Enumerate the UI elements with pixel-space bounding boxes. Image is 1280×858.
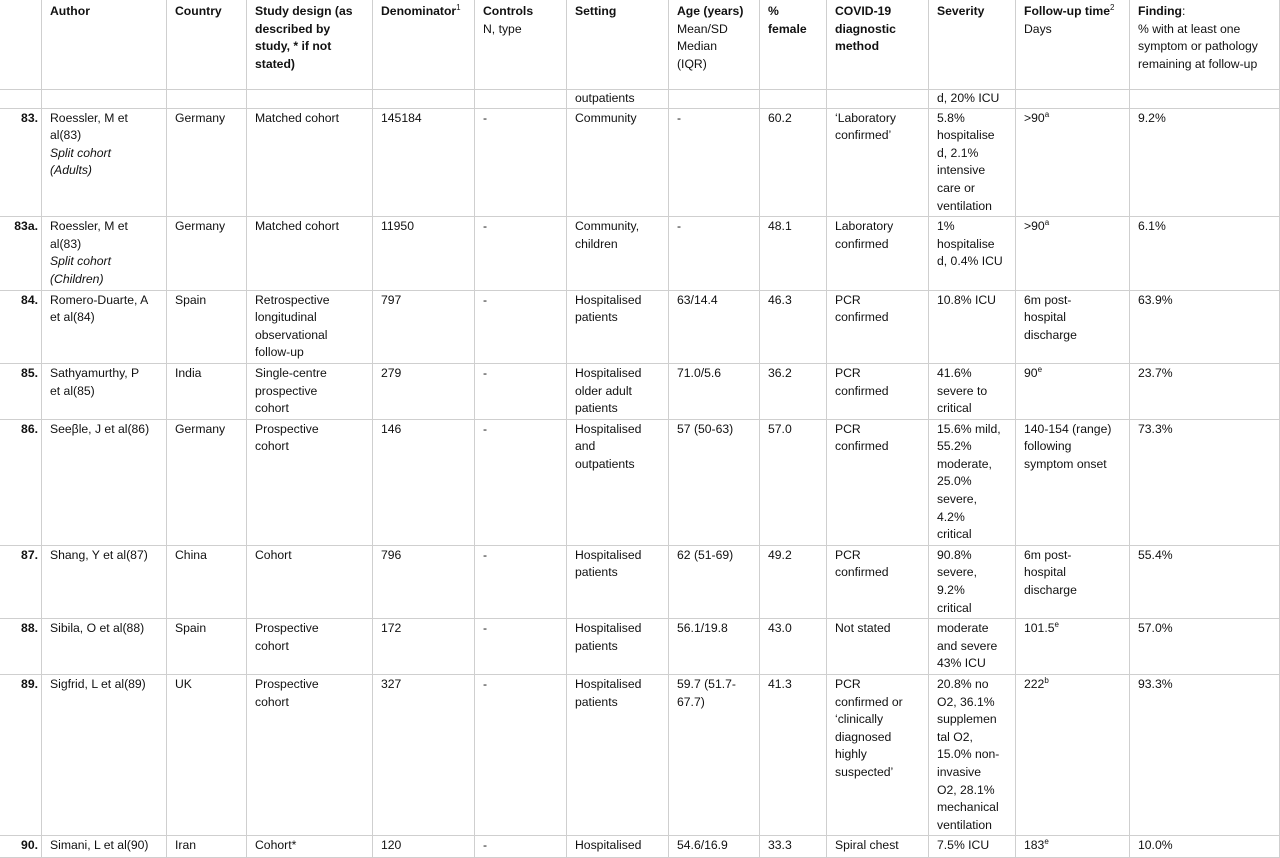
cell-followup xyxy=(1016,545,1130,618)
cell-denominator: 145184 xyxy=(373,108,475,217)
header-method xyxy=(827,0,929,90)
cell-followup xyxy=(1016,675,1130,836)
cell-denominator: 11950 xyxy=(373,217,475,290)
header-country-title: Country xyxy=(175,4,222,18)
cell-denominator: 120 xyxy=(373,836,475,858)
cell-finding xyxy=(1130,90,1280,109)
cell-female: 41.3 xyxy=(760,675,827,836)
cell-country: China xyxy=(167,545,247,618)
cell-author xyxy=(42,363,167,419)
cell-design: Single-centre prospective cohort xyxy=(247,363,373,419)
cell-controls: - xyxy=(475,290,567,363)
header-denominator xyxy=(373,0,475,90)
cell-controls: - xyxy=(475,419,567,545)
cell-followup xyxy=(1016,108,1130,217)
followup-value: 101.5 xyxy=(1024,621,1055,636)
cell-controls xyxy=(475,90,567,109)
header-method-title: COVID-19 diagnostic method xyxy=(835,4,896,54)
header-followup-subtitle: Days xyxy=(1024,21,1052,36)
cell-design: Prospective cohort xyxy=(247,419,373,545)
cell-finding: 55.4% xyxy=(1130,545,1280,618)
cell-age: 57 (50-63) xyxy=(669,419,760,545)
table-row xyxy=(0,108,1280,217)
cell-setting: Hospitalised patients xyxy=(567,290,669,363)
cell-followup xyxy=(1016,363,1130,419)
cell-num: 83a. xyxy=(0,217,42,290)
cell-controls: - xyxy=(475,108,567,217)
author-name: Simani, L et al(90) xyxy=(50,838,149,853)
table-row xyxy=(0,836,1280,858)
header-severity xyxy=(929,0,1016,90)
header-female-title: % female xyxy=(768,4,807,36)
cell-num: 86. xyxy=(0,419,42,545)
header-age-title: Age (years) xyxy=(677,4,744,18)
cell-design: Prospective cohort xyxy=(247,619,373,675)
followup-footnote-mark: a xyxy=(1044,218,1050,228)
cell-method: Spiral chest xyxy=(827,836,929,858)
cell-denominator: 279 xyxy=(373,363,475,419)
cell-author xyxy=(42,90,167,109)
cell-severity: 5.8% hospitalise d, 2.1% intensive care or ventilation xyxy=(929,108,1016,217)
cell-female: 36.2 xyxy=(760,363,827,419)
cell-followup xyxy=(1016,619,1130,675)
cell-age xyxy=(669,90,760,109)
followup-footnote-mark: e xyxy=(1054,620,1059,630)
cell-method: PCR confirmed xyxy=(827,545,929,618)
cell-author xyxy=(42,675,167,836)
cell-age: - xyxy=(669,108,760,217)
cell-finding: 6.1% xyxy=(1130,217,1280,290)
table-row xyxy=(0,545,1280,618)
table-row xyxy=(0,363,1280,419)
cell-finding: 63.9% xyxy=(1130,290,1280,363)
cell-finding: 23.7% xyxy=(1130,363,1280,419)
cell-severity: 41.6% severe to critical xyxy=(929,363,1016,419)
cell-author xyxy=(42,290,167,363)
header-denominator-title: Denominator xyxy=(381,4,457,18)
cell-age: 54.6/16.9 xyxy=(669,836,760,858)
table-header xyxy=(0,0,1280,90)
header-followup-footnote-mark: 2 xyxy=(1109,3,1115,12)
header-finding-subtitle: : % with at least one symptom or pathology remaining at follow-up xyxy=(1138,4,1258,71)
cell-method: PCR confirmed xyxy=(827,419,929,545)
cell-author xyxy=(42,108,167,217)
header-severity-title: Severity xyxy=(937,4,985,18)
header-design-title: Study design (as described by study, * if not stated) xyxy=(255,4,353,71)
header-denominator-footnote-mark: 1 xyxy=(456,3,461,12)
cell-age: 63/14.4 xyxy=(669,290,760,363)
header-author xyxy=(42,0,167,90)
cell-method: PCR confirmed xyxy=(827,290,929,363)
continuation-row xyxy=(0,90,1280,109)
cell-country: Germany xyxy=(167,217,247,290)
header-num xyxy=(0,0,42,90)
followup-value: >90 xyxy=(1024,110,1045,125)
cell-controls: - xyxy=(475,363,567,419)
cell-country: Iran xyxy=(167,836,247,858)
author-name: Sibila, O et al(88) xyxy=(50,621,145,636)
followup-footnote-mark: e xyxy=(1044,837,1049,847)
cell-female xyxy=(760,90,827,109)
cell-design: Cohort xyxy=(247,545,373,618)
cell-author xyxy=(42,545,167,618)
header-author-title: Author xyxy=(50,4,90,18)
cell-setting: Community, children xyxy=(567,217,669,290)
header-age-subtitle: Mean/SD Median (IQR) xyxy=(677,21,728,71)
cell-setting: Hospitalised patients xyxy=(567,545,669,618)
followup-value: 183 xyxy=(1024,838,1045,853)
cell-country: Germany xyxy=(167,108,247,217)
followup-footnote-mark: e xyxy=(1037,364,1043,374)
cell-followup xyxy=(1016,836,1130,858)
cell-design: Cohort* xyxy=(247,836,373,858)
table-row xyxy=(0,290,1280,363)
table-row xyxy=(0,675,1280,836)
cell-female: 46.3 xyxy=(760,290,827,363)
followup-footnote-mark: a xyxy=(1044,109,1050,119)
header-followup xyxy=(1016,0,1130,90)
header-followup-title: Follow-up time xyxy=(1024,4,1110,18)
cell-female: 60.2 xyxy=(760,108,827,217)
cell-severity: 1% hospitalise d, 0.4% ICU xyxy=(929,217,1016,290)
cell-setting: Hospitalised xyxy=(567,836,669,858)
cell-design: Retrospective longitudinal observational follow-up xyxy=(247,290,373,363)
cell-controls: - xyxy=(475,619,567,675)
cell-female: 48.1 xyxy=(760,217,827,290)
cell-age: 56.1/19.8 xyxy=(669,619,760,675)
followup-value: 6m post- hospital discharge xyxy=(1024,547,1077,598)
cell-country: India xyxy=(167,363,247,419)
table-row xyxy=(0,419,1280,545)
cell-country: Spain xyxy=(167,290,247,363)
table-body xyxy=(0,90,1280,858)
cell-design: Matched cohort xyxy=(247,217,373,290)
header-country xyxy=(167,0,247,90)
cell-female: 43.0 xyxy=(760,619,827,675)
cell-author xyxy=(42,419,167,545)
cell-num: 84. xyxy=(0,290,42,363)
cell-severity: 90.8% severe, 9.2% critical xyxy=(929,545,1016,618)
cell-method: PCR confirmed xyxy=(827,363,929,419)
cell-female: 57.0 xyxy=(760,419,827,545)
cell-followup xyxy=(1016,217,1130,290)
cell-age: 59.7 (51.7- 67.7) xyxy=(669,675,760,836)
table-row xyxy=(0,619,1280,675)
cell-design xyxy=(247,90,373,109)
author-name: Romero-Duarte, A et al(84) xyxy=(50,292,149,325)
followup-value: 6m post- hospital discharge xyxy=(1024,292,1077,342)
cell-denominator: 796 xyxy=(373,545,475,618)
cell-method: PCR confirmed or ‘clinically diagnosed highly suspected’ xyxy=(827,675,929,836)
cell-setting: Community xyxy=(567,108,669,217)
cell-controls: - xyxy=(475,836,567,858)
header-finding xyxy=(1130,0,1280,90)
author-name: Seeβle, J et al(86) xyxy=(50,421,150,436)
cell-method: ‘Laboratory confirmed’ xyxy=(827,108,929,217)
header-controls-title: Controls xyxy=(483,4,534,18)
cell-num xyxy=(0,90,42,109)
cell-author xyxy=(42,836,167,858)
cell-age: 71.0/5.6 xyxy=(669,363,760,419)
cell-num: 89. xyxy=(0,675,42,836)
cell-setting: outpatients xyxy=(567,90,669,109)
cell-age: 62 (51-69) xyxy=(669,545,760,618)
cell-followup xyxy=(1016,90,1130,109)
header-design xyxy=(247,0,373,90)
author-note: Split cohort (Children) xyxy=(50,254,111,286)
cell-followup xyxy=(1016,419,1130,545)
header-controls-subtitle: N, type xyxy=(483,21,522,36)
author-name: Roessler, M et al(83) xyxy=(50,110,128,143)
followup-value: 90 xyxy=(1024,365,1038,380)
cell-finding: 57.0% xyxy=(1130,619,1280,675)
cell-female: 49.2 xyxy=(760,545,827,618)
cell-severity: 7.5% ICU xyxy=(929,836,1016,858)
cell-finding: 93.3% xyxy=(1130,675,1280,836)
cell-severity: d, 20% ICU xyxy=(929,90,1016,109)
cell-design: Matched cohort xyxy=(247,108,373,217)
cell-country: Germany xyxy=(167,419,247,545)
header-setting-title: Setting xyxy=(575,4,617,18)
author-name: Shang, Y et al(87) xyxy=(50,547,148,562)
cell-num: 88. xyxy=(0,619,42,675)
cell-country: Spain xyxy=(167,619,247,675)
cell-num: 90. xyxy=(0,836,42,858)
followup-footnote-mark: b xyxy=(1044,676,1049,685)
cell-severity: moderate and severe 43% ICU xyxy=(929,619,1016,675)
cell-setting: Hospitalised patients xyxy=(567,675,669,836)
cell-denominator: 797 xyxy=(373,290,475,363)
author-name: Sigfrid, L et al(89) xyxy=(50,677,146,691)
cell-setting: Hospitalised and outpatients xyxy=(567,419,669,545)
cell-finding: 10.0% xyxy=(1130,836,1280,858)
cell-controls: - xyxy=(475,545,567,618)
cell-num: 85. xyxy=(0,363,42,419)
cell-setting: Hospitalised older adult patients xyxy=(567,363,669,419)
header-finding-title: Finding xyxy=(1138,4,1182,18)
cell-method: Not stated xyxy=(827,619,929,675)
cell-country xyxy=(167,90,247,109)
cell-severity: 15.6% mild, 55.2% moderate, 25.0% severe, 4.2% critical xyxy=(929,419,1016,545)
followup-value: 222 xyxy=(1024,677,1045,691)
header-controls xyxy=(475,0,567,90)
cell-denominator: 172 xyxy=(373,619,475,675)
cell-female: 33.3 xyxy=(760,836,827,858)
cell-setting: Hospitalised patients xyxy=(567,619,669,675)
cell-method: Laboratory confirmed xyxy=(827,217,929,290)
cell-severity: 10.8% ICU xyxy=(929,290,1016,363)
cell-finding: 9.2% xyxy=(1130,108,1280,217)
header-age xyxy=(669,0,760,90)
header-row xyxy=(0,0,1280,90)
cell-controls: - xyxy=(475,675,567,836)
cell-controls: - xyxy=(475,217,567,290)
cell-country: UK xyxy=(167,675,247,836)
cell-num: 83. xyxy=(0,108,42,217)
author-name: Sathyamurthy, P et al(85) xyxy=(50,365,140,398)
cell-followup xyxy=(1016,290,1130,363)
author-name: Roessler, M et al(83) xyxy=(50,219,128,251)
cell-denominator: 146 xyxy=(373,419,475,545)
cell-age: - xyxy=(669,217,760,290)
author-note: Split cohort (Adults) xyxy=(50,145,111,178)
cell-author xyxy=(42,217,167,290)
cell-method xyxy=(827,90,929,109)
followup-value: >90 xyxy=(1024,219,1045,234)
cell-denominator xyxy=(373,90,475,109)
cell-denominator: 327 xyxy=(373,675,475,836)
header-setting xyxy=(567,0,669,90)
followup-value: 140-154 (range) following symptom onset xyxy=(1024,421,1112,471)
cell-author xyxy=(42,619,167,675)
header-female xyxy=(760,0,827,90)
table-row xyxy=(0,217,1280,290)
cell-severity: 20.8% no O2, 36.1% supplemen tal O2, 15.0% non- invasive O2, 28.1% mechanical ventilation xyxy=(929,675,1016,836)
cell-finding: 73.3% xyxy=(1130,419,1280,545)
cell-design: Prospective cohort xyxy=(247,675,373,836)
cell-num: 87. xyxy=(0,545,42,618)
